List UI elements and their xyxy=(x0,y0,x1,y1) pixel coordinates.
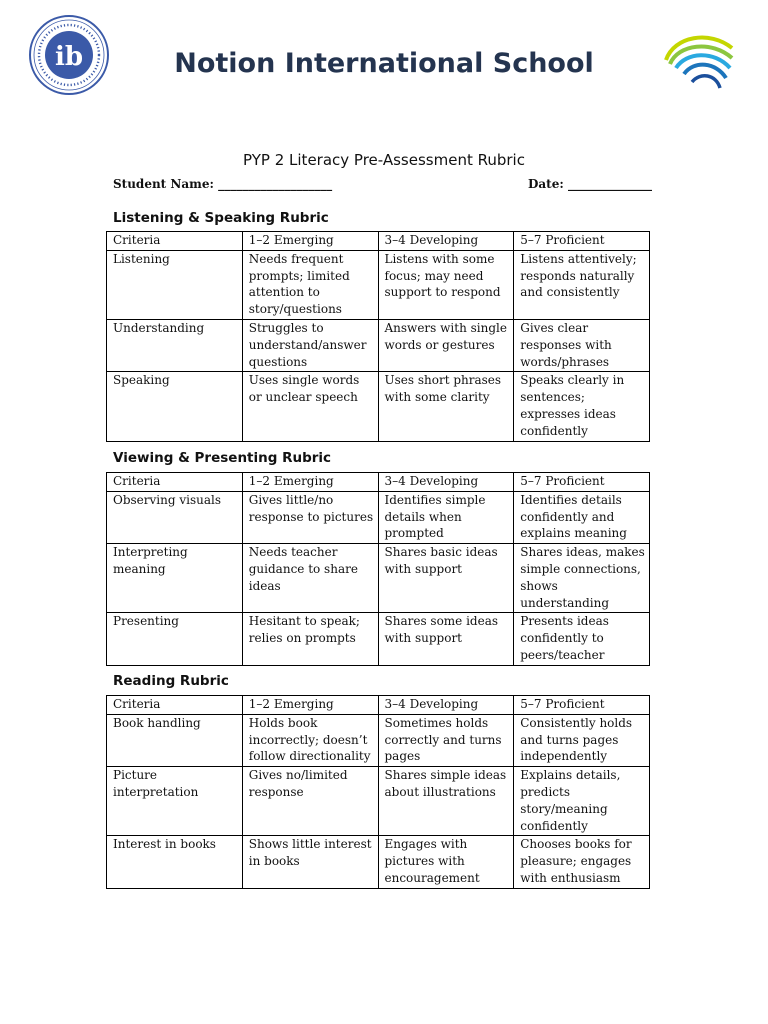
table-cell: Presents ideas confidently to peers/teacher xyxy=(514,613,650,665)
header-cell: 3–4 Developing xyxy=(378,696,514,715)
table-cell: Listens with some focus; may need support to respond xyxy=(378,250,514,319)
table-row xyxy=(107,836,650,888)
table-header-row xyxy=(107,696,650,715)
svg-text:ib: ib xyxy=(54,42,84,72)
header-cell: 5–7 Proficient xyxy=(514,232,650,251)
school-name: Notion International School xyxy=(174,48,594,79)
table-cell: Holds book incorrectly; doesn’t follow directionality xyxy=(242,714,378,766)
table-header-row xyxy=(107,473,650,492)
table-row xyxy=(107,250,650,319)
header-cell: 5–7 Proficient xyxy=(514,473,650,492)
table-cell: Gives little/no response to pictures xyxy=(242,491,378,543)
criteria-cell: Interest in books xyxy=(107,836,243,888)
criteria-cell: Understanding xyxy=(107,319,243,371)
header-cell: 1–2 Emerging xyxy=(242,696,378,715)
table-cell: Needs teacher guidance to share ideas xyxy=(242,544,378,613)
table-cell: Shares simple ideas about illustrations xyxy=(378,767,514,836)
table-cell: Shares basic ideas with support xyxy=(378,544,514,613)
table-cell: Sometimes holds correctly and turns pages xyxy=(378,714,514,766)
header-cell: 1–2 Emerging xyxy=(242,232,378,251)
table-row xyxy=(107,544,650,613)
table-header-row xyxy=(107,232,650,251)
section-title-viewing-presenting: Viewing & Presenting Rubric xyxy=(113,450,332,466)
criteria-cell: Presenting xyxy=(107,613,243,665)
table-cell: Consistently holds and turns pages independently xyxy=(514,714,650,766)
header-cell: 5–7 Proficient xyxy=(514,696,650,715)
table-cell: Shows little interest in books xyxy=(242,836,378,888)
table-row xyxy=(107,767,650,836)
table-row xyxy=(107,613,650,665)
section-title-reading: Reading Rubric xyxy=(113,673,229,689)
criteria-cell: Observing visuals xyxy=(107,491,243,543)
table-cell: Gives clear responses with words/phrases xyxy=(514,319,650,371)
table-cell: Identifies simple details when prompted xyxy=(378,491,514,543)
table-row xyxy=(107,491,650,543)
criteria-cell: Listening xyxy=(107,250,243,319)
rubric-table-reading xyxy=(106,695,650,889)
table-row xyxy=(107,319,650,371)
table-cell: Identifies details confidently and explains meaning xyxy=(514,491,650,543)
rubric-table-listening-speaking xyxy=(106,231,650,442)
table-cell: Chooses books for pleasure; engages with enthusiasm xyxy=(514,836,650,888)
table-cell: Gives no/limited response xyxy=(242,767,378,836)
criteria-cell: Book handling xyxy=(107,714,243,766)
table-cell: Shares ideas, makes simple connections, shows understanding xyxy=(514,544,650,613)
header-cell: Criteria xyxy=(107,473,243,492)
table-cell: Uses short phrases with some clarity xyxy=(378,372,514,441)
student-name-field: Student Name: ___________________ xyxy=(113,177,333,191)
header-cell: Criteria xyxy=(107,232,243,251)
header-cell: Criteria xyxy=(107,696,243,715)
header-cell: 3–4 Developing xyxy=(378,232,514,251)
table-cell: Needs frequent prompts; limited attention to story/questions xyxy=(242,250,378,319)
table-cell: Hesitant to speak; relies on prompts xyxy=(242,613,378,665)
table-cell: Shares some ideas with support xyxy=(378,613,514,665)
table-cell: Speaks clearly in sentences; expresses ideas confidently xyxy=(514,372,650,441)
table-cell: Struggles to understand/answer questions xyxy=(242,319,378,371)
table-row xyxy=(107,714,650,766)
table-cell: Answers with single words or gestures xyxy=(378,319,514,371)
date-field: Date: ______________ xyxy=(528,177,652,191)
criteria-cell: Interpreting meaning xyxy=(107,544,243,613)
table-cell: Uses single words or unclear speech xyxy=(242,372,378,441)
section-title-listening-speaking: Listening & Speaking Rubric xyxy=(113,210,329,226)
criteria-cell: Speaking xyxy=(107,372,243,441)
header-cell: 3–4 Developing xyxy=(378,473,514,492)
rubric-table-viewing-presenting xyxy=(106,472,650,666)
header-cell: 1–2 Emerging xyxy=(242,473,378,492)
criteria-cell: Picture interpretation xyxy=(107,767,243,836)
table-cell: Explains details, predicts story/meaning confidently xyxy=(514,767,650,836)
table-cell: Listens attentively; responds naturally and consistently xyxy=(514,250,650,319)
document-title: PYP 2 Literacy Pre-Assessment Rubric xyxy=(243,151,525,169)
table-cell: Engages with pictures with encouragement xyxy=(378,836,514,888)
table-row xyxy=(107,372,650,441)
